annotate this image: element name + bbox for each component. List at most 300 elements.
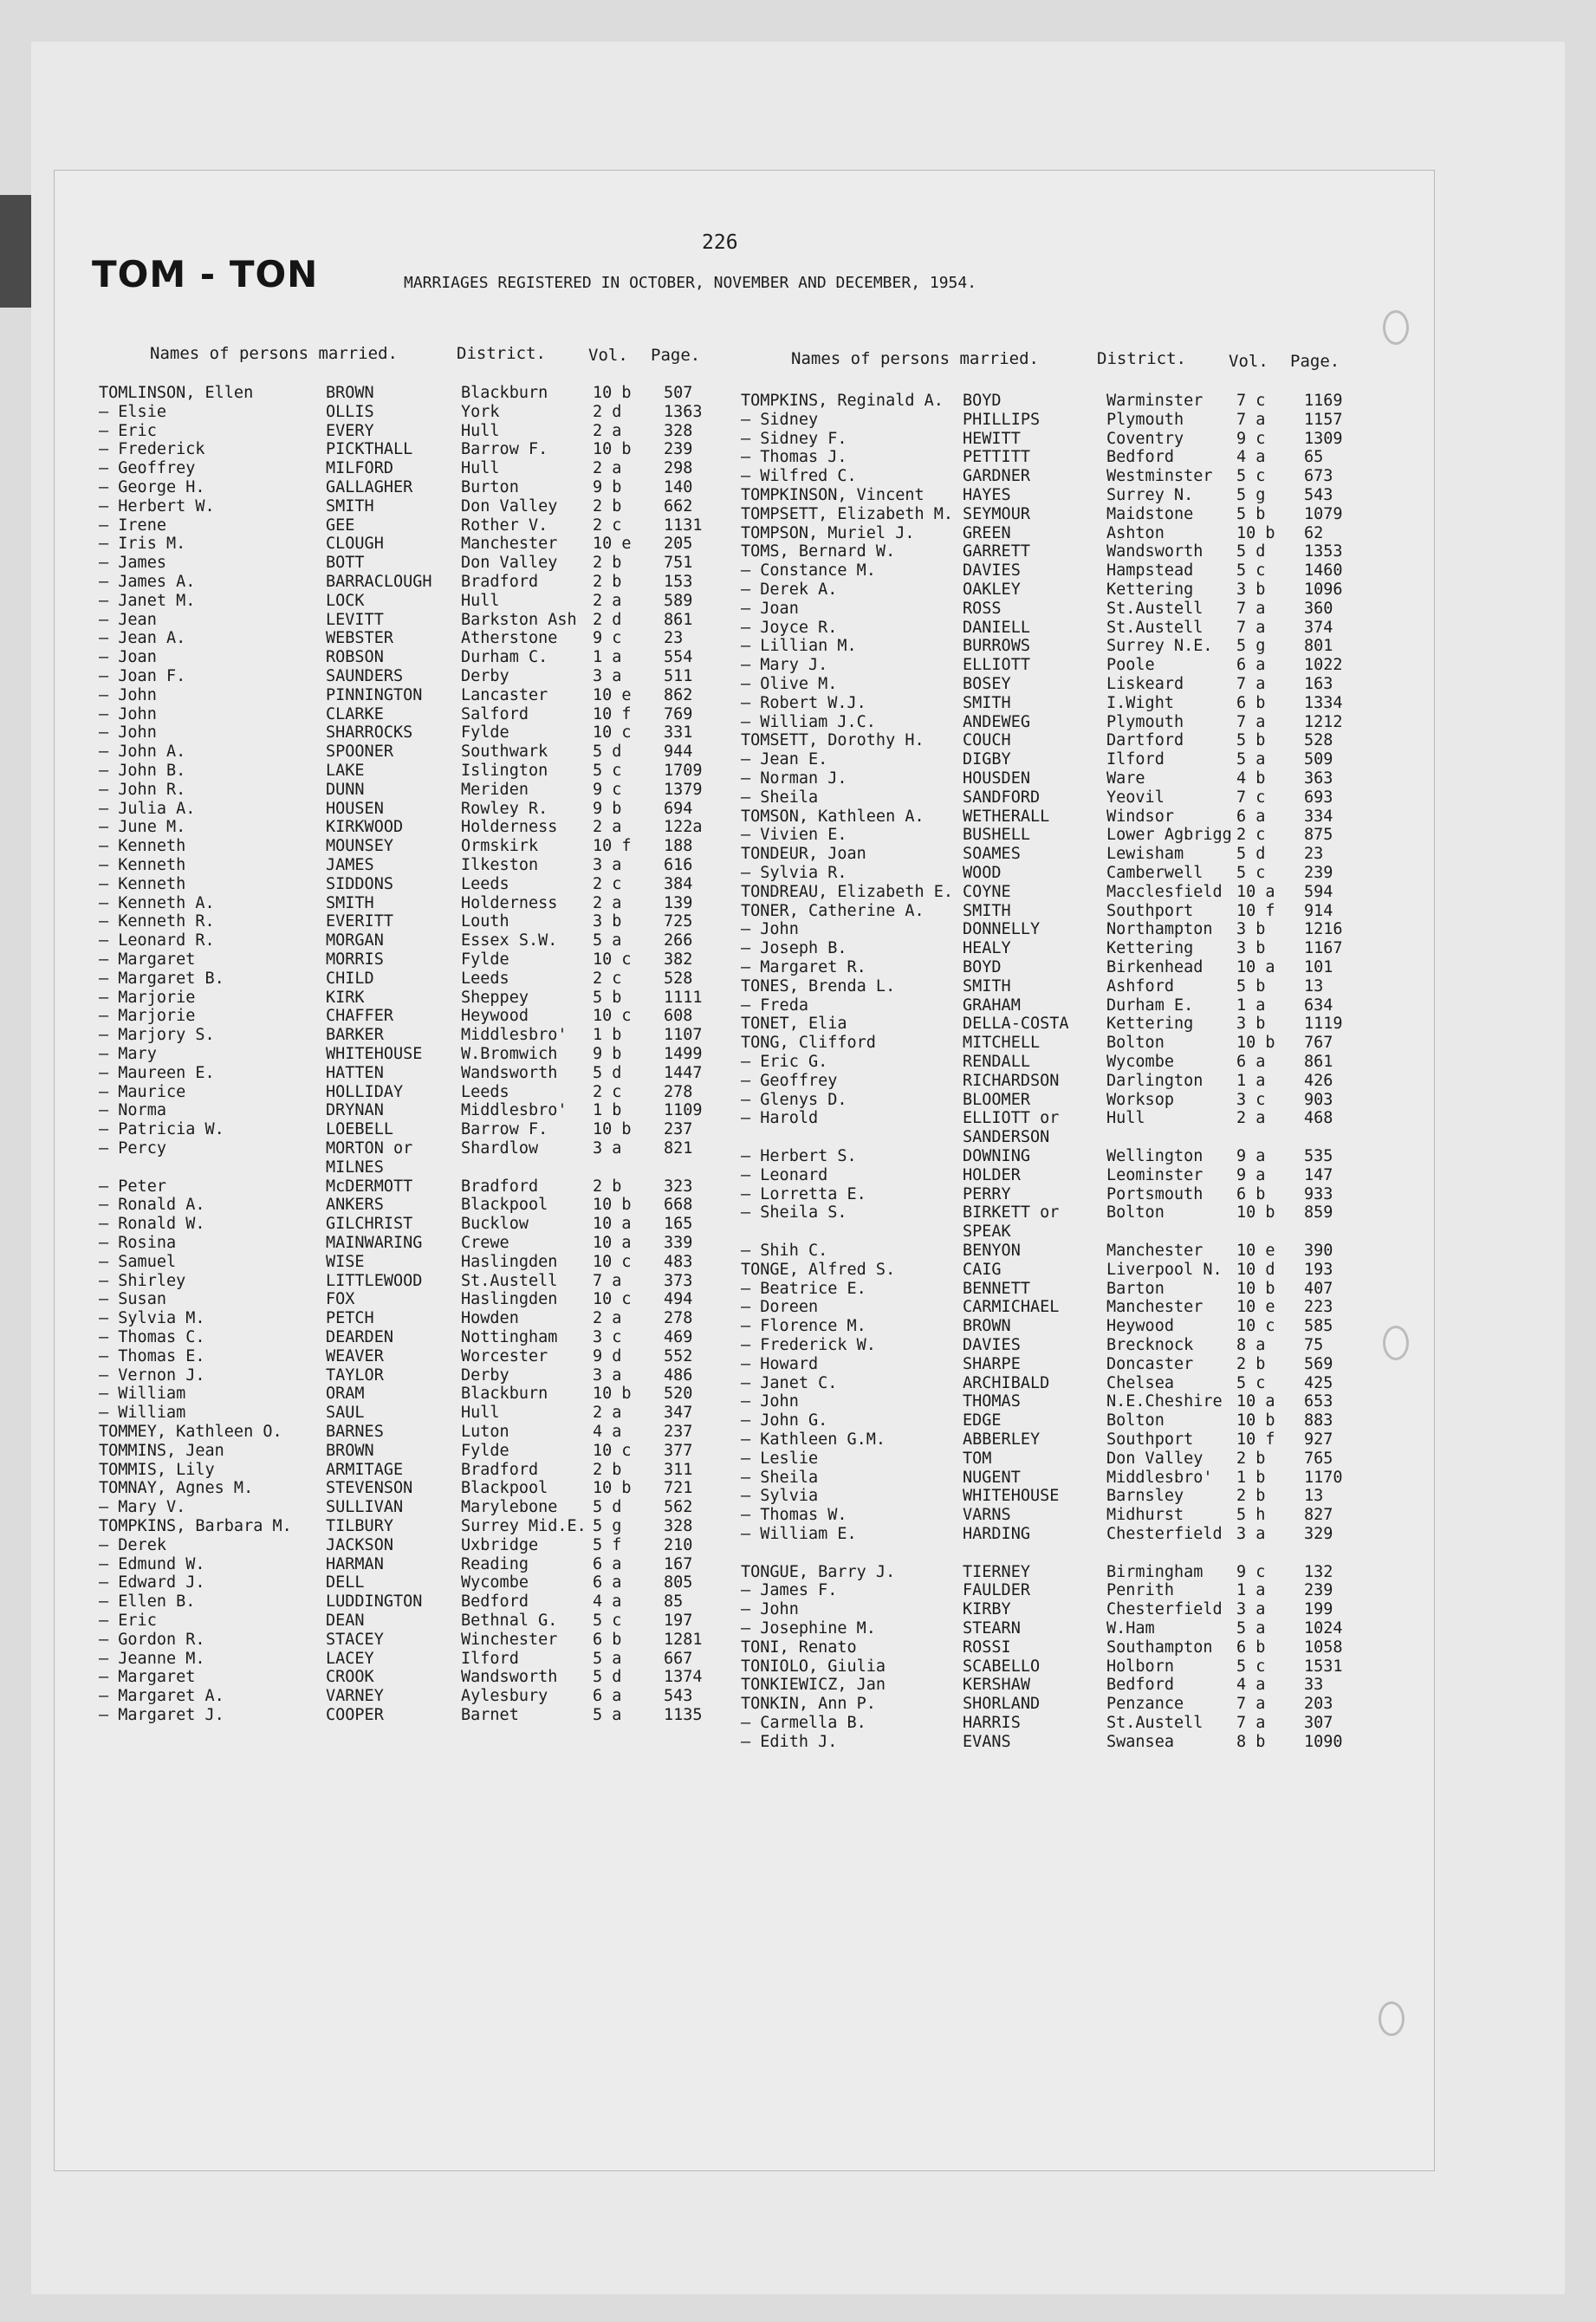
page-ref: 85 xyxy=(664,1592,684,1612)
page-ref: 511 xyxy=(664,667,693,685)
volume: 5 c xyxy=(1236,561,1266,580)
page-ref: 469 xyxy=(664,1328,693,1346)
page-ref: 374 xyxy=(1304,618,1333,637)
volume: 9 a xyxy=(1236,1147,1266,1165)
volume: 5 a xyxy=(593,931,622,950)
page-ref: 239 xyxy=(1304,864,1333,882)
district: Plymouth xyxy=(1106,410,1184,429)
district: Southwark xyxy=(461,743,548,762)
district: Ilkeston xyxy=(461,856,539,874)
person-name: — Mary xyxy=(99,1045,157,1063)
person-name: — Vernon J. xyxy=(99,1365,205,1385)
volume: 5 h xyxy=(1236,1506,1266,1525)
page-ref: 307 xyxy=(1304,1714,1333,1732)
volume: 9 a xyxy=(1236,1165,1266,1184)
page-ref: 914 xyxy=(1304,901,1333,920)
spouse-surname: CHILD xyxy=(326,969,374,988)
district: Leeds xyxy=(461,1082,509,1101)
page-ref: 507 xyxy=(664,384,693,402)
district: Hull xyxy=(461,421,500,440)
district: Derby xyxy=(461,667,509,685)
spouse-surname: DONNELLY xyxy=(963,920,1041,939)
volume: 1 a xyxy=(593,648,622,667)
person-name: — Joyce R. xyxy=(741,618,838,637)
person-name: — Lorretta E. xyxy=(741,1184,866,1203)
volume: 9 c xyxy=(1236,1562,1266,1581)
person-name: — Norman J. xyxy=(741,769,847,788)
volume: 10 b xyxy=(593,440,632,459)
volume: 9 c xyxy=(593,780,622,799)
left-header-names: Names of persons married. xyxy=(150,344,398,363)
person-name: TONI, Renato xyxy=(741,1638,857,1657)
district: Lewisham xyxy=(1106,845,1184,864)
spouse-surname: KIRK xyxy=(326,988,365,1007)
person-name: — Iris M. xyxy=(99,535,186,554)
spouse-surname: PINNINGTON xyxy=(326,685,423,704)
person-name: — William xyxy=(99,1385,186,1404)
volume: 2 a xyxy=(593,591,622,610)
district: Atherstone xyxy=(461,629,558,648)
spouse-surname: MITCHELL xyxy=(963,1034,1041,1053)
page-ref: 266 xyxy=(664,931,693,950)
person-name: — Edith J. xyxy=(741,1732,838,1751)
person-name: — Eric xyxy=(99,1612,157,1630)
person-name: — Susan xyxy=(99,1290,166,1309)
volume: 6 a xyxy=(593,1554,622,1573)
volume: 4 a xyxy=(593,1423,622,1441)
person-name: — Sidney xyxy=(741,410,819,429)
person-name: — Sylvia M. xyxy=(99,1309,205,1328)
volume: 2 c xyxy=(593,516,622,535)
district: Rowley R. xyxy=(461,799,548,818)
page-ref: 23 xyxy=(1304,845,1324,864)
person-name: TOMMIS, Lily xyxy=(99,1460,215,1479)
right-header-page: Page. xyxy=(1290,352,1340,371)
person-name: TONG, Clifford xyxy=(741,1034,876,1053)
district: Durham C. xyxy=(461,648,548,667)
person-name: — Sheila xyxy=(741,1468,819,1487)
spouse-surname: ANKERS xyxy=(326,1196,384,1215)
district: Southampton xyxy=(1106,1638,1213,1657)
person-name: — Kenneth xyxy=(99,837,186,856)
district: Burton xyxy=(461,478,519,496)
spouse-surname: SANDFORD xyxy=(963,788,1041,807)
person-name: — William E. xyxy=(741,1525,857,1543)
person-name: TONKIN, Ann P. xyxy=(741,1695,876,1714)
person-name: — John xyxy=(741,920,799,939)
person-name: — Eric xyxy=(99,421,157,440)
page-ref: 237 xyxy=(664,1423,693,1441)
page-ref: 668 xyxy=(664,1196,693,1215)
district: I.Wight xyxy=(1106,693,1174,712)
spouse-surname: SMITH xyxy=(326,893,374,912)
person-name: — Irene xyxy=(99,516,166,535)
district: Poole xyxy=(1106,656,1155,675)
person-name: — Eric G. xyxy=(741,1053,828,1071)
spouse-surname: BOYD xyxy=(963,392,1002,410)
page-number: 226 xyxy=(702,231,738,254)
person-name: TONGE, Alfred S. xyxy=(741,1260,896,1279)
spouse-surname: HAYES xyxy=(963,486,1011,504)
spouse-surname: JACKSON xyxy=(326,1535,393,1554)
person-name: TOMLINSON, Ellen xyxy=(99,384,254,402)
volume: 1 a xyxy=(1236,1581,1266,1600)
spouse-surname: BENNETT xyxy=(963,1279,1030,1298)
volume: 3 b xyxy=(1236,1015,1266,1034)
spouse-surname: SAUL xyxy=(326,1404,365,1423)
district: Bolton xyxy=(1106,1034,1165,1053)
volume: 4 a xyxy=(1236,448,1266,467)
spouse-surname: SOAMES xyxy=(963,845,1021,864)
page-ref: 927 xyxy=(1304,1430,1333,1449)
left-header-page: Page. xyxy=(651,346,701,365)
spouse-surname: STEVENSON xyxy=(326,1479,413,1498)
volume: 7 a xyxy=(1236,410,1266,429)
district: Middlesbro' xyxy=(461,1101,568,1120)
volume: 3 b xyxy=(1236,920,1266,939)
person-name: — Frederick xyxy=(99,440,205,459)
district: N.E.Cheshire xyxy=(1106,1392,1223,1411)
spouse-surname: SMITH xyxy=(963,693,1011,712)
spouse-surname: VARNEY xyxy=(326,1687,384,1706)
spouse-surname: GEE xyxy=(326,516,355,535)
district: Haslingden xyxy=(461,1290,558,1309)
spouse-surname: BURROWS xyxy=(963,637,1030,656)
district: Blackburn xyxy=(461,384,548,402)
district: Middlesbro' xyxy=(461,1026,568,1045)
volume: 10 a xyxy=(1236,958,1275,976)
district: Northampton xyxy=(1106,920,1213,939)
spouse-surname: BUSHELL xyxy=(963,826,1030,845)
spouse-surname: GARDNER xyxy=(963,467,1030,486)
spouse-surname: HOUSDEN xyxy=(963,769,1030,788)
page-ref: 468 xyxy=(1304,1109,1333,1128)
page-ref: 765 xyxy=(1304,1449,1333,1468)
district: Bradford xyxy=(461,1177,539,1196)
page-ref: 875 xyxy=(1304,826,1333,845)
page-ref: 407 xyxy=(1304,1279,1333,1298)
page-ref: 75 xyxy=(1304,1336,1324,1354)
district: Durham E. xyxy=(1106,996,1194,1015)
district: Ashford xyxy=(1106,976,1174,996)
volume: 5 a xyxy=(593,1706,622,1724)
district: Birkenhead xyxy=(1106,958,1203,976)
page-ref: 528 xyxy=(1304,731,1333,750)
page-ref: 188 xyxy=(664,837,693,856)
district: Bucklow xyxy=(461,1215,529,1234)
district: Lower Agbrigg xyxy=(1106,826,1232,845)
person-name: — James A. xyxy=(99,573,196,591)
district: Fylde xyxy=(461,723,509,743)
spouse-surname: DELL xyxy=(326,1573,365,1592)
district: Hull xyxy=(461,591,500,610)
district: Salford xyxy=(461,704,529,723)
person-name: — John A. xyxy=(99,743,186,762)
volume: 10 b xyxy=(593,1120,632,1139)
spouse-surname: FOX xyxy=(326,1290,355,1309)
volume: 9 b xyxy=(593,799,622,818)
spouse-surname: EVERITT xyxy=(326,912,393,931)
spouse-surname: MORRIS xyxy=(326,950,384,969)
page-ref: 827 xyxy=(1304,1506,1333,1525)
volume: 10 d xyxy=(1236,1260,1275,1279)
person-name: — Herbert W. xyxy=(99,496,215,516)
district: Manchester xyxy=(1106,1242,1203,1260)
person-name: — Sheila S. xyxy=(741,1203,847,1223)
volume: 5 c xyxy=(1236,1657,1266,1676)
page-ref: 769 xyxy=(664,704,693,723)
volume: 7 a xyxy=(1236,712,1266,731)
page-ref: 494 xyxy=(664,1290,693,1309)
person-name: — Mary V. xyxy=(99,1498,186,1517)
person-name: — Julia A. xyxy=(99,799,196,818)
district: Maidstone xyxy=(1106,504,1194,523)
page-ref: 483 xyxy=(664,1252,693,1271)
person-name: — Kenneth xyxy=(99,856,186,874)
person-name: — Marjory S. xyxy=(99,1026,215,1045)
district: Ware xyxy=(1106,769,1145,788)
volume: 7 a xyxy=(1236,1714,1266,1732)
person-name: TOMMINS, Jean xyxy=(99,1441,224,1460)
volume: 10 c xyxy=(593,1441,632,1460)
spouse-surname: DUNN xyxy=(326,780,365,799)
spouse-surname: COOPER xyxy=(326,1706,384,1724)
spouse-surname: WHITEHOUSE xyxy=(326,1045,423,1063)
person-name: TONGUE, Barry J. xyxy=(741,1562,896,1581)
volume: 3 a xyxy=(593,856,622,874)
volume: 2 d xyxy=(593,402,622,421)
volume: 5 d xyxy=(593,1063,622,1082)
page-ref: 608 xyxy=(664,1007,693,1026)
volume: 10 a xyxy=(1236,1392,1275,1411)
spouse-surname: GARRETT xyxy=(963,542,1030,561)
person-name: — Thomas J. xyxy=(741,448,847,467)
district: St.Austell xyxy=(1106,618,1203,637)
person-name: — Derek A. xyxy=(741,580,838,599)
district: Kettering xyxy=(1106,1015,1194,1034)
spouse-surname: HEWITT xyxy=(963,429,1021,448)
person-name: — Ronald W. xyxy=(99,1215,205,1234)
spouse-surname: LAKE xyxy=(326,762,365,780)
volume: 1 b xyxy=(593,1101,622,1120)
page-ref: 1216 xyxy=(1304,920,1343,939)
spouse-surname: DOWNING xyxy=(963,1147,1030,1165)
district: Wycombe xyxy=(1106,1053,1174,1071)
page-ref: 65 xyxy=(1304,448,1324,467)
district: Blackpool xyxy=(461,1196,548,1215)
district: Holborn xyxy=(1106,1657,1174,1676)
page-ref: 634 xyxy=(1304,996,1333,1015)
volume: 6 a xyxy=(593,1687,622,1706)
page-ref: 239 xyxy=(1304,1581,1333,1600)
spouse-surname: CLARKE xyxy=(326,704,384,723)
page-ref: 585 xyxy=(1304,1317,1333,1336)
page-ref: 1058 xyxy=(1304,1638,1343,1657)
spouse-surname: ANDEWEG xyxy=(963,712,1030,731)
volume: 7 a xyxy=(1236,599,1266,618)
district: Kettering xyxy=(1106,939,1194,958)
volume: 10 b xyxy=(593,384,632,402)
spouse-surname: PICKTHALL xyxy=(326,440,413,459)
person-name: — Janet C. xyxy=(741,1373,838,1392)
person-name: — Margaret xyxy=(99,1668,196,1687)
page-ref: 520 xyxy=(664,1385,693,1404)
page-ref: 1531 xyxy=(1304,1657,1343,1676)
spouse-surname: PERRY xyxy=(963,1184,1011,1203)
spouse-surname: WETHERALL xyxy=(963,807,1050,826)
spouse-surname: HOUSEN xyxy=(326,799,384,818)
page-ref: 1374 xyxy=(664,1668,703,1687)
district: Luton xyxy=(461,1423,509,1441)
district: Southport xyxy=(1106,1430,1194,1449)
volume: 6 b xyxy=(1236,1184,1266,1203)
volume: 10 e xyxy=(1236,1242,1275,1260)
person-name: TOMPKINS, Reginald A. xyxy=(741,392,944,410)
spouse-surname: SHARROCKS xyxy=(326,723,413,743)
district: Macclesfield xyxy=(1106,882,1223,901)
volume: 5 a xyxy=(1236,1619,1266,1638)
person-name: TOMNAY, Agnes M. xyxy=(99,1479,254,1498)
volume: 10 f xyxy=(1236,1430,1275,1449)
spouse-surname: RENDALL xyxy=(963,1053,1030,1071)
district: Manchester xyxy=(1106,1298,1203,1317)
spouse-surname: WEBSTER xyxy=(326,629,393,648)
page-ref: 662 xyxy=(664,496,693,516)
page-ref: 616 xyxy=(664,856,693,874)
person-name: — Doreen xyxy=(741,1298,819,1317)
person-name: — Constance M. xyxy=(741,561,876,580)
district: Doncaster xyxy=(1106,1354,1194,1373)
volume: 7 a xyxy=(1236,675,1266,693)
volume: 2 b xyxy=(593,1460,622,1479)
spouse-surname: MILFORD xyxy=(326,459,393,478)
right-header-names: Names of persons married. xyxy=(791,349,1039,368)
spouse-surname: BIRKETT or SPEAK xyxy=(963,1203,1060,1242)
spouse-surname: McDERMOTT xyxy=(326,1177,413,1196)
district: Sheppey xyxy=(461,988,529,1007)
district: Blackburn xyxy=(461,1385,548,1404)
person-name: — Olive M. xyxy=(741,675,838,693)
spouse-surname: BOSEY xyxy=(963,675,1011,693)
page-ref: 62 xyxy=(1304,523,1324,542)
district: Islington xyxy=(461,762,548,780)
page-ref: 1131 xyxy=(664,516,703,535)
person-name: — John xyxy=(99,704,157,723)
person-name: — Thomas W. xyxy=(741,1506,847,1525)
district: Heywood xyxy=(461,1007,529,1026)
district: Middlesbro' xyxy=(1106,1468,1213,1487)
spouse-surname: LOCK xyxy=(326,591,365,610)
page-ref: 384 xyxy=(664,874,693,893)
volume: 1 a xyxy=(1236,1071,1266,1090)
page-ref: 205 xyxy=(664,535,693,554)
spouse-surname: WOOD xyxy=(963,864,1002,882)
page-ref: 1363 xyxy=(664,402,703,421)
page-ref: 535 xyxy=(1304,1147,1333,1165)
spouse-surname: TOM xyxy=(963,1449,992,1468)
page-ref: 1281 xyxy=(664,1630,703,1649)
volume: 2 c xyxy=(593,874,622,893)
spouse-surname: THOMAS xyxy=(963,1392,1021,1411)
name-range-heading: TOM - TON xyxy=(92,253,319,295)
volume: 5 a xyxy=(1236,750,1266,769)
page-ref: 554 xyxy=(664,648,693,667)
page-ref: 903 xyxy=(1304,1090,1333,1109)
volume: 5 b xyxy=(593,988,622,1007)
person-name: TOMPSON, Muriel J. xyxy=(741,523,915,542)
volume: 3 b xyxy=(1236,580,1266,599)
person-name: — Gordon R. xyxy=(99,1630,205,1649)
district: Surrey N.E. xyxy=(1106,637,1213,656)
volume: 5 d xyxy=(593,743,622,762)
page-ref: 486 xyxy=(664,1365,693,1385)
district: Blackpool xyxy=(461,1479,548,1498)
page-ref: 1119 xyxy=(1304,1015,1343,1034)
district: Penzance xyxy=(1106,1695,1184,1714)
district: Ormskirk xyxy=(461,837,539,856)
district: Marylebone xyxy=(461,1498,558,1517)
page-ref: 721 xyxy=(664,1479,693,1498)
district: Aylesbury xyxy=(461,1687,548,1706)
district: Chelsea xyxy=(1106,1373,1174,1392)
page-ref: 377 xyxy=(664,1441,693,1460)
page-ref: 944 xyxy=(664,743,693,762)
volume: 10 a xyxy=(1236,882,1275,901)
page-ref: 132 xyxy=(1304,1562,1333,1581)
person-name: TOMSETT, Dorothy H. xyxy=(741,731,925,750)
person-name: TOMPKINS, Barbara M. xyxy=(99,1517,292,1535)
district: Liverpool N. xyxy=(1106,1260,1223,1279)
district: Plymouth xyxy=(1106,712,1184,731)
person-name: — John G. xyxy=(741,1411,828,1430)
person-name: — Peter xyxy=(99,1177,166,1196)
district: Lancaster xyxy=(461,685,548,704)
page-ref: 167 xyxy=(664,1554,693,1573)
spouse-surname: ARMITAGE xyxy=(326,1460,404,1479)
person-name: — Margaret A. xyxy=(99,1687,224,1706)
district: Barton xyxy=(1106,1279,1165,1298)
spouse-surname: TAYLOR xyxy=(326,1365,384,1385)
punch-hole-middle xyxy=(1383,1326,1409,1360)
person-name: — Shirley xyxy=(99,1271,186,1290)
district: Haslingden xyxy=(461,1252,558,1271)
person-name: — Ellen B. xyxy=(99,1592,196,1612)
person-name: — Elsie xyxy=(99,402,166,421)
person-name: — Sidney F. xyxy=(741,429,847,448)
volume: 10 f xyxy=(593,704,632,723)
person-name: — Ronald A. xyxy=(99,1196,205,1215)
district: St.Austell xyxy=(1106,1714,1203,1732)
page-ref: 1460 xyxy=(1304,561,1343,580)
volume: 10 b xyxy=(1236,1203,1275,1223)
person-name: TONKIEWICZ, Jan xyxy=(741,1676,886,1695)
page-ref: 693 xyxy=(1304,788,1333,807)
volume: 1 b xyxy=(593,1026,622,1045)
volume: 2 b xyxy=(1236,1487,1266,1506)
person-name: TOMSON, Kathleen A. xyxy=(741,807,925,826)
volume: 10 c xyxy=(593,950,632,969)
spouse-surname: LOEBELL xyxy=(326,1120,393,1139)
person-name: TONIOLO, Giulia xyxy=(741,1657,886,1676)
person-name: — Geoffrey xyxy=(741,1071,838,1090)
page-ref: 1499 xyxy=(664,1045,703,1063)
page-ref: 13 xyxy=(1304,976,1324,996)
volume: 2 b xyxy=(593,1177,622,1196)
right-header-vol: Vol. xyxy=(1229,352,1268,371)
district: Birmingham xyxy=(1106,1562,1203,1581)
person-name: — Sheila xyxy=(741,788,819,807)
person-name: — Jeanne M. xyxy=(99,1649,205,1668)
